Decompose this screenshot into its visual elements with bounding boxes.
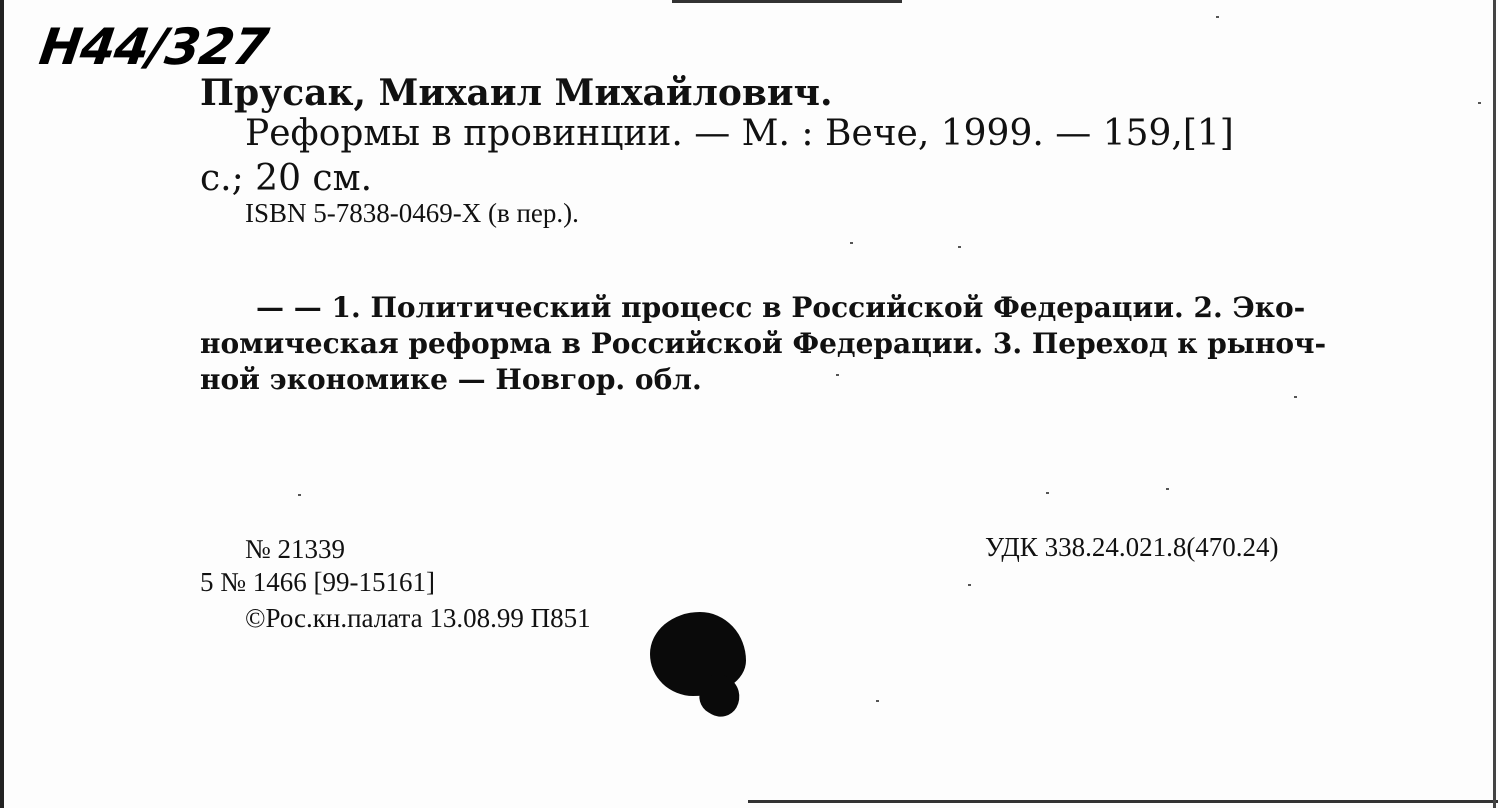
subject-line: номическая реформа в Российской Федерации. 3. Переход к рыноч- bbox=[200, 327, 1327, 360]
dust-speck bbox=[850, 242, 853, 244]
dust-speck bbox=[1478, 102, 1481, 104]
subject-line: ной экономике — Новгор. обл. bbox=[200, 363, 702, 396]
udk-code: УДК 338.24.021.8(470.24) bbox=[985, 532, 1279, 562]
dust-speck bbox=[836, 374, 839, 376]
dust-speck bbox=[958, 246, 961, 248]
subject-line: — — 1. Политический процесс в Российской Федерации. 2. Эко- bbox=[256, 291, 1306, 324]
card-top-edge bbox=[672, 0, 902, 3]
dust-speck bbox=[1046, 492, 1049, 494]
subject-headings bbox=[200, 290, 1360, 398]
title-publication-line: Реформы в провинции. — М. : Вече, 1999. — 159,[1] bbox=[245, 113, 1234, 154]
card-bottom-edge bbox=[748, 800, 1498, 803]
physical-description: с.; 20 см. bbox=[200, 158, 373, 199]
dust-speck bbox=[298, 494, 301, 496]
catalog-number: 5 № 1466 [99-15161] bbox=[200, 567, 435, 597]
card-right-edge bbox=[1493, 0, 1496, 808]
dust-speck bbox=[968, 584, 971, 586]
copyright-line: ©Рос.кн.палата 13.08.99 П851 bbox=[245, 603, 591, 633]
dust-speck bbox=[1216, 16, 1219, 18]
card-left-edge bbox=[0, 0, 4, 808]
dust-speck bbox=[876, 700, 879, 702]
isbn-line: ISBN 5-7838-0469-X (в пер.). bbox=[245, 198, 579, 228]
handwritten-shelf-code: H44/327 bbox=[35, 18, 272, 76]
dust-speck bbox=[1294, 396, 1297, 398]
record-number: № 21339 bbox=[245, 534, 346, 564]
dust-speck bbox=[1166, 488, 1169, 490]
author-heading: Прусак, Михаил Михайлович. bbox=[200, 72, 833, 114]
